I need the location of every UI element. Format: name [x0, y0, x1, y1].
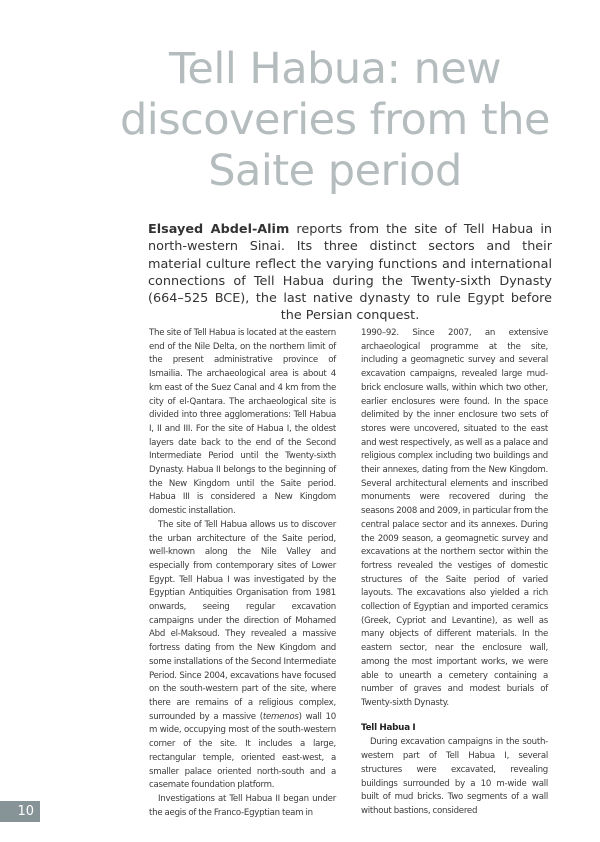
body-paragraph-1: The site of Tell Habua is located at the eastern end of the Nile Delta, on the northern limit of the present administrative province of Ismailia. The archaeological area is about 4 km east of the Suez Canal and 4 km from the city of el-Qantara. The archaeological site is divided into three agglomerations: Tell Habua I, II and III. For the site of Habua I, the oldest layers date back to the end of the Second Intermediate Period until the Twenty-sixth Dynasty. Habua II belongs to the beginning of the New Kingdom until the Saite period. Habua III is considered a New Kingdom domestic installation.	[149, 328, 336, 517]
body-paragraph-2-start: The site of Tell Habua allows us to discover the urban architecture of the Saite period, well-known along the Nile Valley and especially from contemporary sites of Lower Egypt. Tell Habua I was investigated by the Egyptian Antiquities Organisation from 1981 onwards, seeing regular excavation campaigns under the direction of Mohamed Abd el-Maksoud. They revealed a massive fortress dating from the New Kingdom and some installations of the Second Intermediate Period. Since 2004, excavations have focused on the south-western part of the site, where there are remains of a religious complex, surrounded by a massive (	[149, 519, 336, 722]
body-paragraph-2-end: ) wall 10 m wide, occupying most of the south-western corner of the site. It includes a large, rectangular temple, oriented east-west, a smaller palace oriented north-south and a casemate foundation platform.	[149, 711, 336, 791]
body-paragraph-4: 1990–92. Since 2007, an extensive archaeological programme at the site, including a geomagnetic survey and several excavation campaigns, revealed large mud-brick enclosure walls, within which two other, earlier enclosures were found. In the space delimited by the inner enclosure two sets of stores were uncovered, situated to the east and west respectively, as well as a palace and religious complex including two buildings and their annexes, dating from the New Kingdom. Several architectural elements and inscribed monuments were recovered during the seasons 2008 and 2009, in particular from the central palace sector and its annexes. During the 2009 season, a geomagnetic survey and excavations at the northern sector within the fortress revealed the vestiges of domestic structures of the Saite period of varied layouts. The excavations also yielded a rich collection of Egyptian and imported ceramics (Greek, Cypriot and Levantine), as well as many objects of different materials. In the eastern sector, near the enclosure wall, among the most important works, we were able to unearth a cemetery containing a number of graves and modest burials of Twenty-sixth Dynasty.	[361, 328, 548, 708]
intro-text: reports from the site of Tell Habua in north-western Sinai. Its three distinct sectors and their material culture reflect the varying functions and international connections of Tell Habua during the Twenty-sixth Dynasty (664–525 BCE), the last native dynasty to rule Egypt before the Persian conquest.	[148, 222, 552, 324]
page-number-tab: 10	[0, 801, 40, 822]
left-column	[149, 327, 336, 820]
body-paragraph-5: During excavation campaigns in the south-western part of Tell Habua I, several structures were excavated, revealing buildings surrounded by a 10 m-wide wall built of mud bricks. Two segments of a wall without bastions, considered	[361, 737, 548, 816]
right-column	[361, 327, 548, 819]
intro-standfirst	[148, 221, 552, 325]
body-paragraph-2	[149, 519, 336, 793]
section-heading-tell-habua-i: Tell Habua I	[361, 722, 416, 733]
temenos-term: temenos	[262, 711, 299, 722]
article-title: Tell Habua: new discoveries from the Saite period	[120, 44, 550, 196]
body-paragraph-3: Investigations at Tell Habua II began under the aegis of the Franco-Egyptian team in	[149, 793, 336, 818]
author-name: Elsayed Abdel-Alim	[148, 222, 290, 237]
